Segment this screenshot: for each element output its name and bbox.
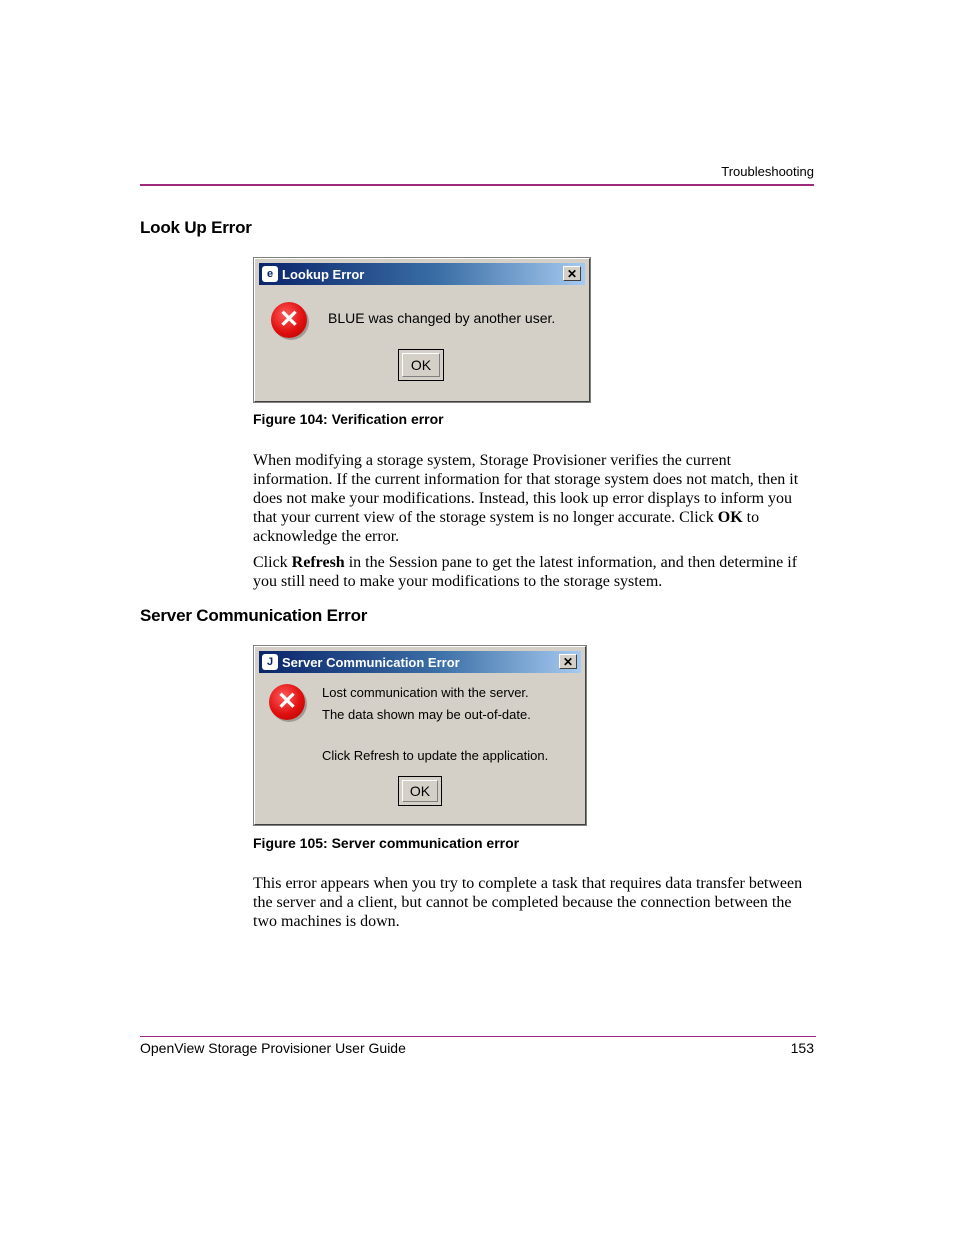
ok-button-label: OK — [402, 353, 440, 377]
dialog-message-line3: Click Refresh to update the application. — [322, 748, 549, 763]
text-run: When modifying a storage system, Storage Provisioner verifies the current information. If the current information for that storage system does not match, then it does not make your modifications. Instead, this look up error displays to inform you that your current view of the storage system is no longer accurate. Click — [253, 452, 799, 526]
java-app-icon: e — [262, 266, 278, 282]
dialog-title: Lookup Error — [282, 266, 365, 282]
text-run: to acknowledge the error. — [253, 509, 760, 545]
text-run: Click — [253, 554, 292, 571]
ok-button-label: OK — [402, 780, 438, 802]
server-body-text — [253, 874, 813, 931]
error-icon: ✕ — [271, 302, 307, 338]
footer-rule — [140, 1036, 816, 1037]
section-heading-lookup: Look Up Error — [140, 218, 252, 237]
dialog-message-line1: Lost communication with the server. — [322, 685, 529, 700]
bold-term-refresh: Refresh — [291, 554, 345, 571]
figure-caption-104: Figure 104: Verification error — [253, 411, 444, 427]
close-button[interactable] — [559, 654, 577, 669]
close-icon: ✕ — [562, 655, 574, 669]
header-rule — [140, 184, 814, 186]
dialog-titlebar[interactable] — [259, 651, 581, 673]
dialog-message-line2: The data shown may be out-of-date. — [322, 707, 531, 722]
text-run: in the Session pane to get the latest information, and then determine if you still need to make your modifications to the storage system. — [253, 554, 798, 590]
error-icon: ✕ — [269, 684, 305, 720]
ok-button[interactable] — [398, 776, 442, 806]
paragraph — [253, 553, 813, 591]
lookup-body-text — [253, 451, 813, 591]
lookup-error-dialog — [254, 258, 590, 402]
running-header: Troubleshooting — [721, 164, 814, 179]
dialog-message: BLUE was changed by another user. — [328, 310, 556, 326]
section-heading-server: Server Communication Error — [140, 606, 368, 625]
ok-button[interactable] — [398, 349, 444, 381]
bold-term-ok: OK — [717, 509, 743, 526]
dialog-title: Server Communication Error — [282, 654, 460, 670]
close-icon: ✕ — [566, 267, 578, 281]
close-button[interactable] — [563, 266, 581, 281]
footer-guide-title: OpenView Storage Provisioner User Guide — [140, 1040, 406, 1056]
dialog-titlebar[interactable] — [259, 263, 585, 285]
paragraph: This error appears when you try to complete a task that requires data transfer between the server and a client, but cannot be completed because the connection between the two machines is down. — [253, 875, 803, 930]
server-error-dialog — [254, 646, 586, 825]
page-number: 153 — [790, 1040, 814, 1056]
figure-caption-105: Figure 105: Server communication error — [253, 835, 520, 851]
paragraph — [253, 451, 813, 546]
java-app-icon: J — [262, 654, 278, 670]
